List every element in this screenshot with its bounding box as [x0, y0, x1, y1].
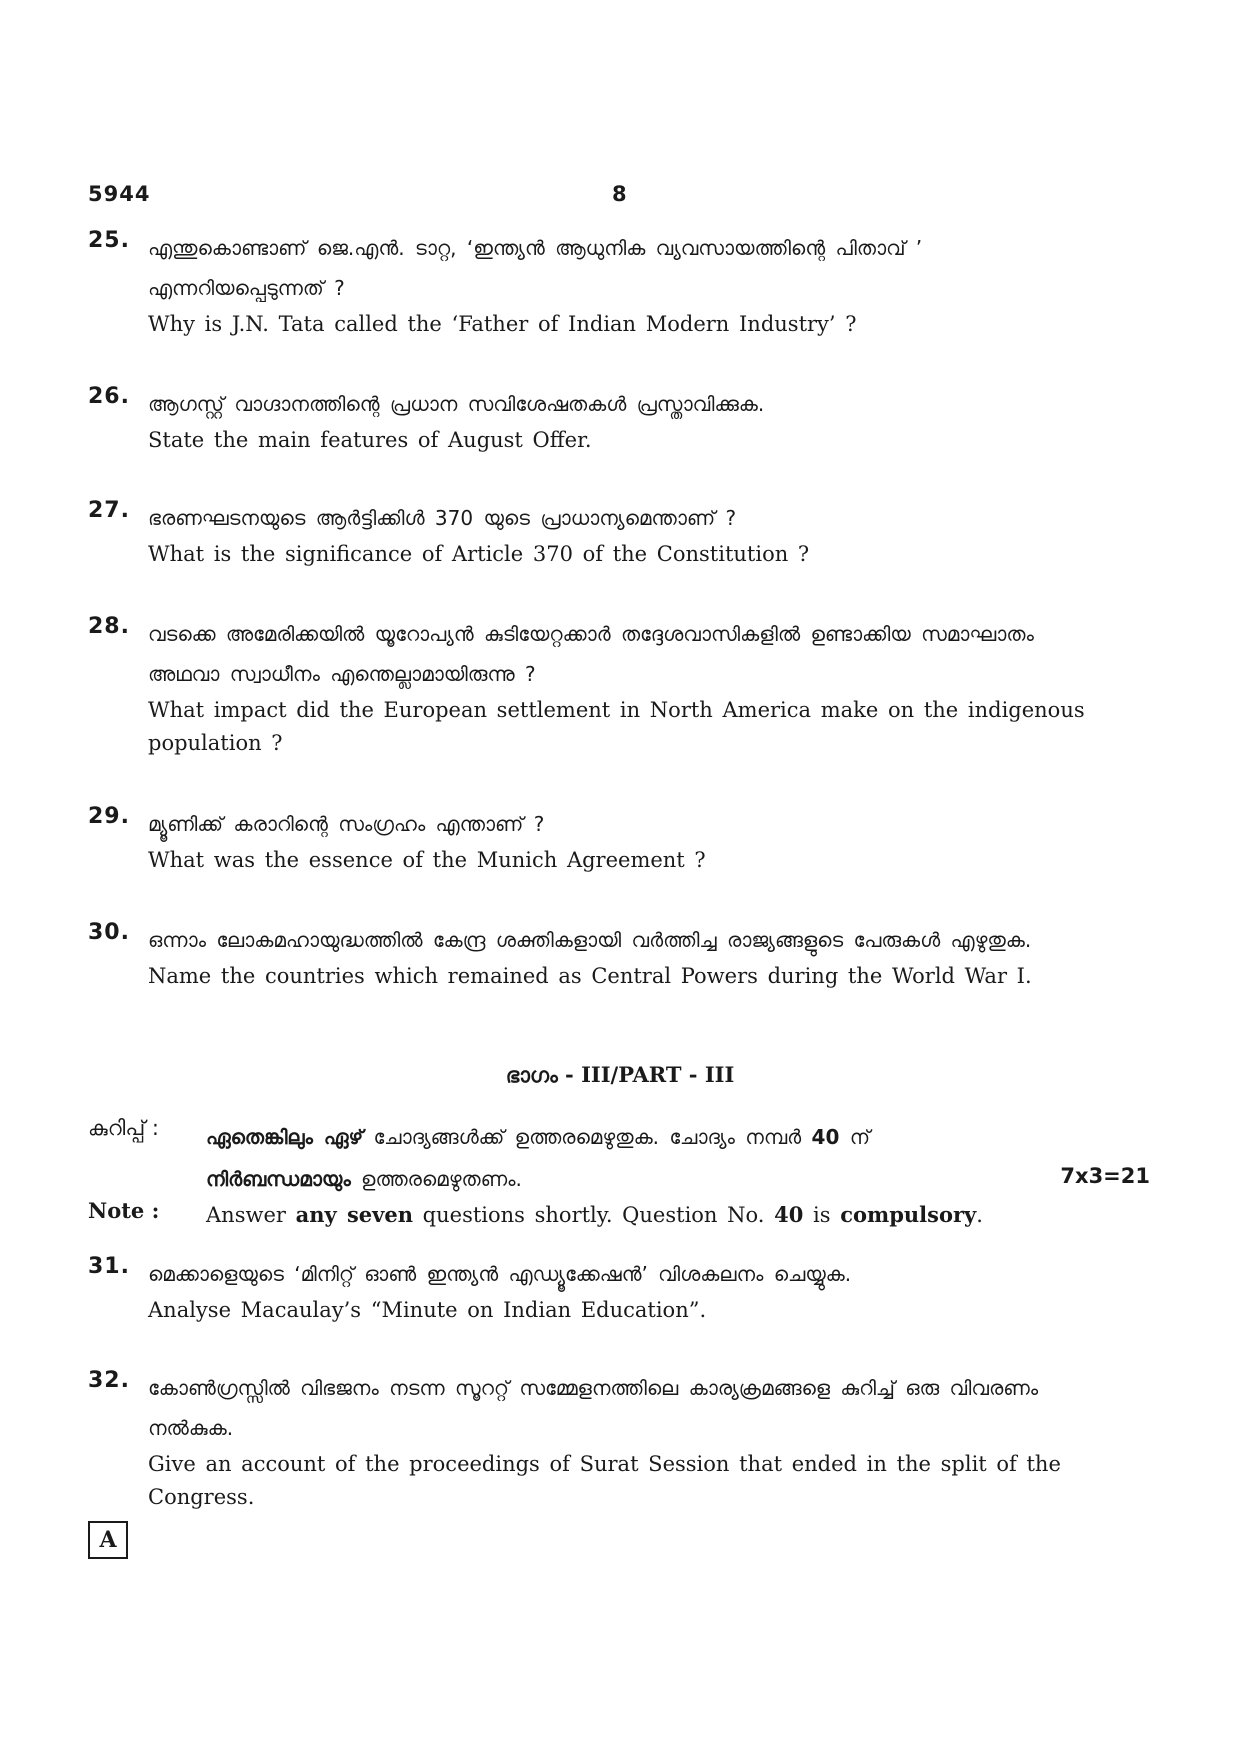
question-27	[88, 498, 1108, 571]
note-question-number: 40	[774, 1202, 804, 1227]
question-number: 26.	[88, 384, 130, 409]
question-text-english: What was the essence of the Munich Agreement ?	[148, 848, 706, 872]
question-text-english: Name the countries which remained as Central Powers during the World War I.	[148, 964, 1032, 988]
question-number: 25.	[88, 228, 130, 253]
part-heading: ഭാഗം - III/PART - III	[505, 1062, 735, 1087]
question-text-malayalam: എന്തുകൊണ്ടാണ് ജെ.എൻ. ടാറ്റ, ‘ഇന്ത്യൻ ആധുനിക വ്യവസായത്തിന്റെ പിതാവ് ’ എന്നറിയപ്പെടുന്നത് ?	[148, 236, 923, 300]
question-28	[88, 614, 1108, 760]
question-25	[88, 228, 1108, 341]
note-segment: is	[803, 1203, 841, 1227]
question-text-english: Why is J.N. Tata called the ‘Father of Indian Modern Industry’ ?	[148, 312, 857, 336]
instruction-note-english	[88, 1198, 1150, 1232]
note-segment: Answer	[206, 1203, 296, 1227]
note-text-english	[206, 1198, 1150, 1232]
question-31	[88, 1254, 1108, 1327]
question-paper-code: 5944	[88, 182, 151, 206]
note-segment: questions shortly. Question No.	[413, 1203, 775, 1227]
note-segment: ചോദ്യങ്ങൾക്ക് ഉത്തരമെഴുതുക. ചോദ്യം നമ്പർ	[363, 1125, 812, 1149]
question-text-malayalam: ആഗസ്റ്റ് വാഗ്ദാനത്തിന്റെ പ്രധാന സവിശേഷതകൾ പ്രസ്താവിക്കുക.	[148, 392, 765, 416]
question-text-malayalam: മ്യൂണിക്ക് കരാറിന്റെ സംഗ്രഹം എന്താണ് ?	[148, 812, 545, 836]
question-number: 27.	[88, 498, 130, 523]
question-30	[88, 920, 1108, 993]
question-number: 30.	[88, 920, 130, 945]
note-segment: ന്	[839, 1125, 871, 1149]
note-emphasis: any seven	[295, 1202, 413, 1227]
note-segment: ഉത്തരമെഴുതണം.	[350, 1167, 522, 1191]
question-text-english: What impact did the European settlement in North America make on the indigenous population ?	[148, 698, 1085, 755]
question-text-english: Give an account of the proceedings of Surat Session that ended in the split of the Congress.	[148, 1452, 1061, 1509]
question-text-malayalam: ഭരണഘടനയുടെ ആർട്ടിക്കിൾ 370 യുടെ പ്രാധാന്യമെന്താണ് ?	[148, 506, 737, 530]
question-text-english: State the main features of August Offer.	[148, 428, 592, 452]
question-text-malayalam: കോൺഗ്രസ്സിൽ വിഭജനം നടന്ന സൂററ്റ് സമ്മേളനത്തിലെ കാര്യക്രമങ്ങളെ കുറിച്ച് ഒരു വിവരണം നൽകുക.	[148, 1376, 1039, 1440]
question-text-malayalam: മെക്കാളെയുടെ ‘മിനിറ്റ് ഓൺ ഇന്ത്യൻ എഡ്യൂക്കേഷൻ’ വിശകലനം ചെയ്യുക.	[148, 1262, 852, 1286]
question-number: 31.	[88, 1254, 130, 1279]
note-emphasis: ഏതെങ്കിലും ഏഴ്	[206, 1125, 364, 1149]
question-number: 29.	[88, 804, 130, 829]
note-emphasis: നിർബന്ധമായും	[206, 1167, 351, 1191]
question-text-malayalam: വടക്കെ അമേരിക്കയിൽ യൂറോപ്യൻ കുടിയേറ്റക്കാർ തദ്ദേശവാസികളിൽ ഉണ്ടാക്കിയ സമാഘാതം അഥവാ സ്വാധീനം എന്തെല്ലാമായിരുന്നു ?	[148, 622, 1034, 686]
series-letter-box: A	[88, 1521, 128, 1559]
question-number: 32.	[88, 1368, 130, 1393]
question-29	[88, 804, 1108, 877]
note-label-english: Note :	[88, 1198, 160, 1223]
instruction-note-malayalam	[88, 1116, 1150, 1200]
page-number: 8	[612, 182, 627, 206]
question-number: 28.	[88, 614, 130, 639]
question-32	[88, 1368, 1108, 1514]
note-segment: .	[976, 1203, 983, 1227]
note-question-number: 40	[811, 1125, 840, 1149]
question-text-english: What is the significance of Article 370 of the Constitution ?	[148, 542, 810, 566]
note-text-malayalam	[206, 1116, 1150, 1200]
note-emphasis: compulsory	[840, 1202, 977, 1227]
question-text-malayalam: ഒന്നാം ലോകമഹായുദ്ധത്തിൽ കേന്ദ്ര ശക്തികളായി വർത്തിച്ച രാജ്യങ്ങളുടെ പേരുകൾ എഴുതുക.	[148, 928, 1032, 952]
note-label-malayalam: കുറിപ്പ് :	[88, 1116, 159, 1140]
marks-allocation: 7x3=21	[1060, 1164, 1150, 1188]
question-26	[88, 384, 1108, 457]
question-text-english: Analyse Macaulay’s “Minute on Indian Education”.	[148, 1298, 707, 1322]
